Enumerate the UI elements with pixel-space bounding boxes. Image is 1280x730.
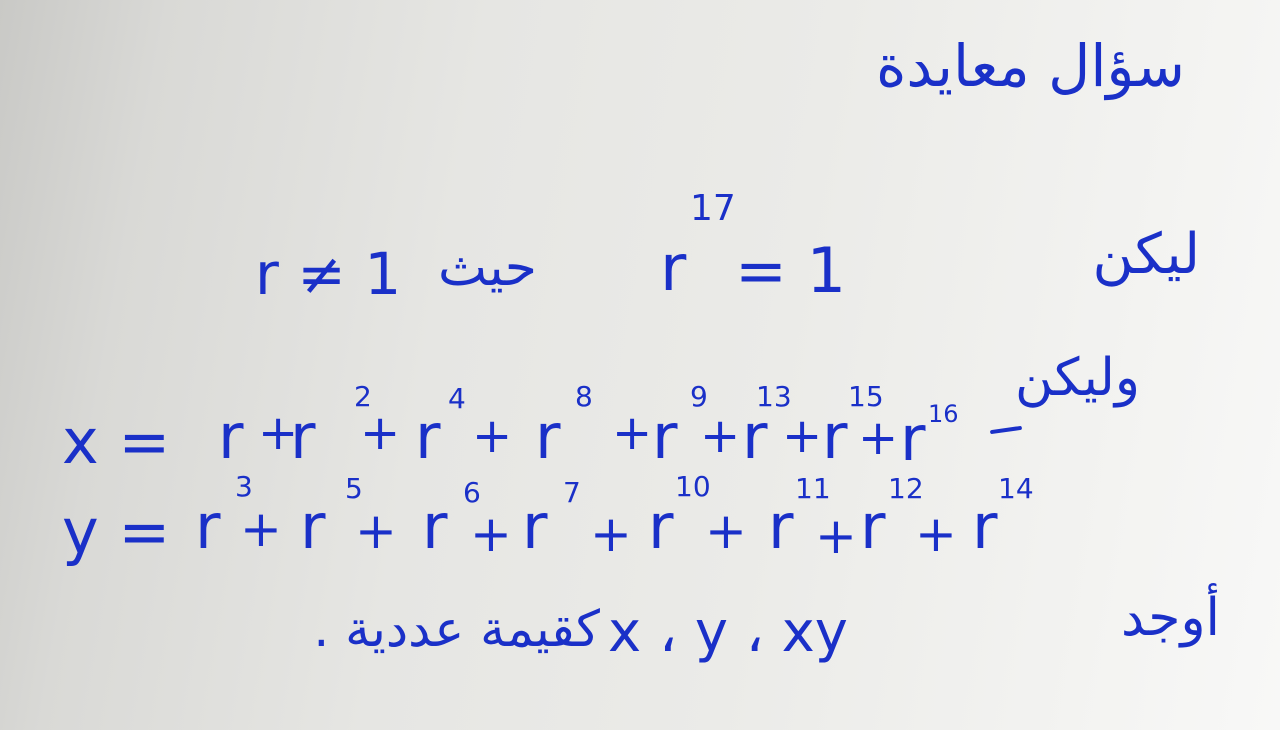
x-exponent: 8	[575, 380, 593, 413]
x-exponent: 16	[928, 400, 959, 428]
x-plus: +	[700, 408, 741, 464]
x-plus: +	[858, 410, 899, 466]
y-plus: +	[240, 500, 282, 558]
condition: r ≠ 1	[255, 240, 402, 308]
x-plus: +	[472, 408, 513, 464]
where-word: حيث	[438, 238, 537, 298]
y-plus: +	[705, 502, 747, 560]
title: سؤال معايدة	[876, 32, 1185, 100]
x-exponent: 4	[448, 382, 466, 415]
x-exponent: 9	[690, 380, 708, 413]
x-plus: +	[612, 405, 653, 461]
given-word: ليكن	[1092, 222, 1200, 287]
y-term: r	[860, 490, 886, 563]
y-plus: +	[815, 507, 857, 565]
y-exponent: 11	[795, 472, 831, 505]
x-term: r	[290, 400, 316, 473]
y-term: r	[300, 490, 326, 563]
y-term: r	[422, 490, 448, 563]
x-exponent: 15	[848, 380, 884, 413]
task-suffix: كقيمة عددية .	[313, 600, 600, 658]
x-term: r	[900, 402, 926, 475]
y-lhs: y =	[62, 495, 171, 568]
y-plus: +	[355, 502, 397, 560]
task-items: x ، y ، xy	[608, 600, 848, 665]
x-term: r	[742, 400, 768, 473]
y-exponent: 14	[998, 472, 1034, 505]
y-plus: +	[590, 505, 632, 563]
equation-exponent: 17	[690, 188, 736, 229]
y-term: r	[972, 490, 998, 563]
y-exponent: 6	[463, 476, 481, 509]
x-term: r	[535, 400, 561, 473]
x-term: r	[652, 400, 678, 473]
dash-mark	[990, 426, 1022, 434]
x-lhs: x =	[62, 405, 171, 478]
and-let-word: وليكن	[1015, 348, 1140, 408]
y-term: r	[195, 490, 221, 563]
x-plus: +	[782, 408, 823, 464]
x-term: r	[822, 400, 848, 473]
y-term: r	[648, 490, 674, 563]
x-term: r	[218, 400, 244, 473]
x-exponent: 13	[756, 380, 792, 413]
find-word: أوجد	[1121, 588, 1220, 648]
y-exponent: 3	[235, 470, 253, 503]
x-exponent: 2	[354, 380, 372, 413]
y-plus: +	[915, 505, 957, 563]
y-plus: +	[470, 505, 512, 563]
y-exponent: 10	[675, 470, 711, 503]
y-term: r	[768, 490, 794, 563]
x-plus: +	[360, 405, 401, 461]
y-exponent: 7	[563, 476, 581, 509]
y-exponent: 12	[888, 472, 924, 505]
equation-base: r	[660, 232, 687, 306]
y-exponent: 5	[345, 472, 363, 505]
equation-rhs: = 1	[735, 234, 847, 307]
x-term: r	[415, 400, 441, 473]
y-term: r	[522, 490, 548, 563]
x-plus: +	[258, 405, 299, 461]
